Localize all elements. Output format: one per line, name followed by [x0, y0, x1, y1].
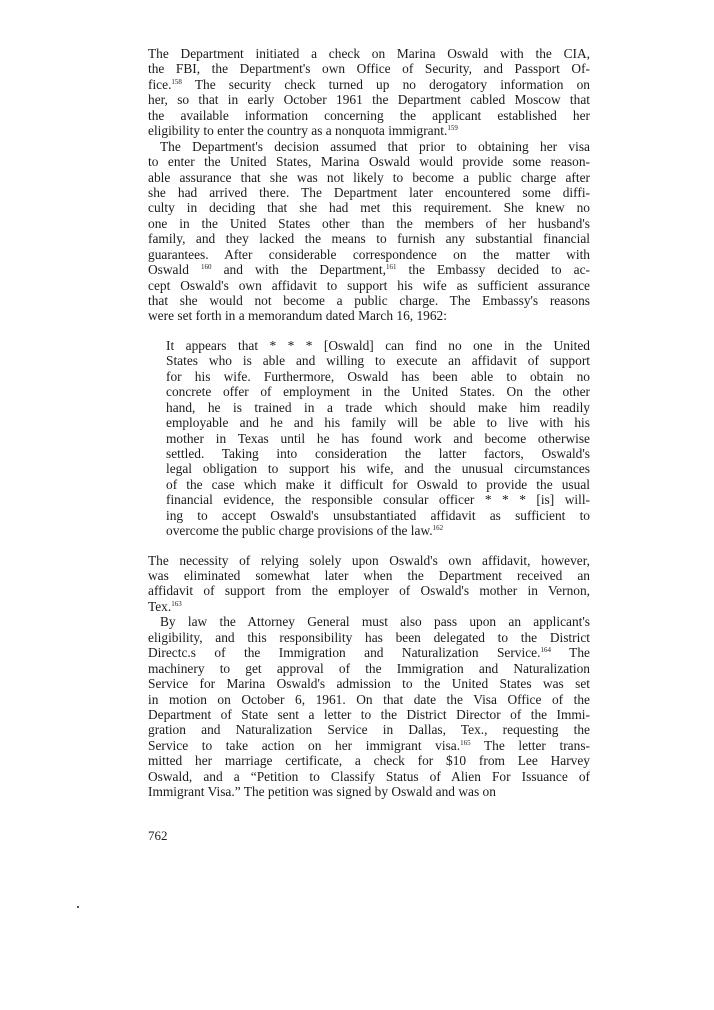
footnote-ref: 162	[432, 524, 444, 533]
footnote-ref: 165	[460, 738, 471, 747]
text-line: affidavit of support from the employer of Oswald's mother in Vernon,	[148, 583, 590, 599]
text-line: able assurance that she was not likely to become a public charge after	[148, 169, 590, 185]
text-line: employable and he and his family will be able to live with his	[166, 415, 590, 431]
text-line: Service for Marina Oswald's admission to the United States was set	[148, 676, 590, 692]
paragraph	[148, 553, 590, 615]
text-line: overcome the public charge provisions of the law.$^{162}$	[166, 523, 444, 539]
paragraph	[148, 46, 590, 139]
text-line: Immigrant Visa.” The petition was signed by Oswald and was on	[148, 784, 496, 800]
footnote-ref: 160	[201, 263, 212, 272]
footnote-ref: 158	[171, 77, 182, 86]
text-line: that she would not become a public charge. The Embassy's reasons	[148, 293, 590, 308]
text-line: Oswald $^{160}$ and with the Department,$^{161}$ the Embassy decided to ac-	[148, 262, 590, 278]
text-line: States who is able and willing to execute an affidavit of support	[166, 353, 590, 369]
text-line: eligibility, and this responsibility has been delegated to the District	[148, 629, 590, 645]
footnote-ref: 161	[385, 263, 397, 272]
text-line: mother in Texas until he has found work and become otherwise	[166, 430, 590, 446]
text-line: settled. Taking into consideration the latter factors, Oswald's	[166, 445, 590, 461]
text-line: Tex.$^{163}$	[148, 598, 182, 614]
text-line: cept Oswald's own affidavit to support his wife as sufficient assurance	[148, 277, 590, 293]
text-line: fice.$^{158}$ The security check turned up no derogatory information on	[148, 76, 590, 92]
text-line: concrete offer of employment in the United States. On the other	[166, 384, 590, 400]
text-line: were set forth in a memorandum dated March 16, 1962:	[148, 308, 447, 324]
text-line: ing to accept Oswald's unsubstantiated affidavit as sufficient to	[166, 507, 590, 523]
text-line: Oswald, and a “Petition to Classify Status of Alien For Issuance of	[148, 768, 590, 784]
text-line: Department of State sent a letter to the District Director of the Immi-	[148, 706, 590, 722]
text-line: was eliminated somewhat later when the Department received an	[148, 568, 590, 583]
page-number: 762	[148, 828, 168, 843]
text-line: family, and they lacked the means to furnish any substantial financial	[148, 231, 590, 247]
text-line: It appears that * * * [Oswald] can find no one in the United	[166, 337, 590, 353]
text-line: By law the Attorney General must also pass upon an applicant's	[160, 614, 590, 630]
text-line: the FBI, the Department's own Office of Security, and Passport Of-	[148, 61, 590, 77]
text-line: financial evidence, the responsible consular officer * * * [is] will-	[166, 492, 590, 508]
block-quote	[166, 338, 590, 539]
text-line: The Department initiated a check on Marina Oswald with the CIA,	[148, 46, 590, 61]
document-page	[148, 46, 590, 800]
scan-speck	[77, 906, 79, 908]
text-line: culty in deciding that she had met this requirement. She knew no	[148, 200, 590, 216]
footnote-ref: 159	[447, 124, 458, 133]
text-line: legal obligation to support his wife, and the unusual circumstances	[166, 461, 590, 477]
text-line: Service to take action on her immigrant visa.$^{165}$ The letter trans-	[148, 737, 590, 753]
text-line: she had arrived there. The Department later encountered some diffi-	[148, 184, 590, 200]
text-line: The Department's decision assumed that prior to obtaining her visa	[160, 138, 590, 154]
paragraph	[148, 139, 590, 324]
text-line: The necessity of relying solely upon Oswald's own affidavit, however,	[148, 552, 590, 568]
text-line: eligibility to enter the country as a nonquota immigrant.$^{159}$	[148, 123, 458, 139]
text-line: the available information concerning the applicant established her	[148, 107, 590, 123]
text-line: Directc.s of the Immigration and Naturalization Service.$^{164}$ The	[148, 645, 590, 661]
text-line: mitted her marriage certificate, a check for $10 from Lee Harvey	[148, 753, 590, 769]
text-line: her, so that in early October 1961 the Department cabled Moscow that	[148, 92, 590, 108]
text-line: for his wife. Furthermore, Oswald has been able to obtain no	[166, 368, 590, 384]
footnote-ref: 164	[540, 646, 551, 655]
text-line: one in the United States other than the members of her husband's	[148, 215, 590, 231]
paragraph	[148, 614, 590, 799]
text-line: in motion on October 6, 1961. On that date the Visa Office of the	[148, 691, 590, 707]
footnote-ref: 163	[171, 599, 182, 608]
text-line: to enter the United States, Marina Oswald would provide some reason-	[148, 154, 590, 170]
text-line: of the case which make it difficult for Oswald to provide the usual	[166, 476, 590, 492]
text-line: gration and Naturalization Service in Dallas, Tex., requesting the	[148, 722, 590, 738]
text-line: guarantees. After considerable correspondence on the matter with	[148, 246, 590, 262]
text-line: hand, he is trained in a trade which should make him readily	[166, 399, 590, 415]
text-line: machinery to get approval of the Immigration and Naturalization	[148, 660, 590, 676]
